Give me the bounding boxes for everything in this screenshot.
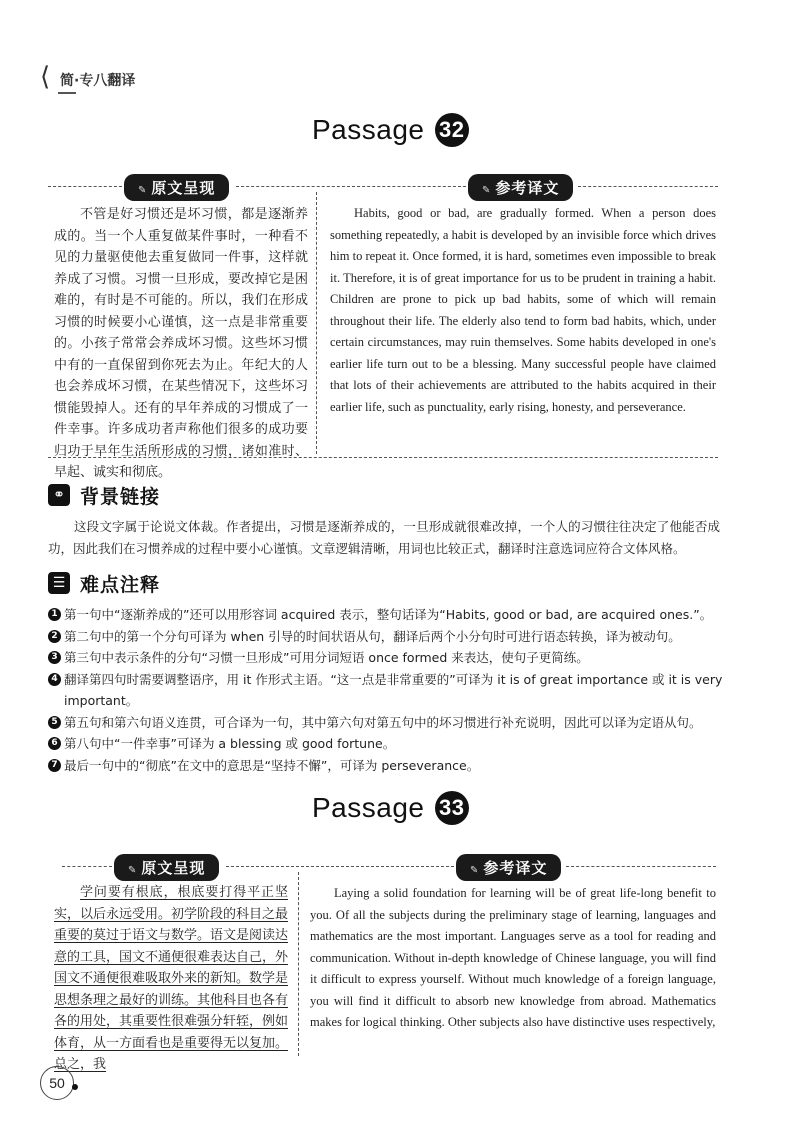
note-text: 最后一句中的“彻底”在文中的意思是“坚持不懈”，可译为 perseverance。 xyxy=(64,757,480,773)
frame-top-right xyxy=(578,186,718,187)
frame-top-middle xyxy=(226,866,454,867)
passage-title-text: Passage xyxy=(312,792,425,823)
note-number: 6 xyxy=(48,737,61,750)
note-item xyxy=(48,647,724,669)
frame-top-right xyxy=(566,866,716,867)
note-number: 7 xyxy=(48,759,61,772)
frame-top-left xyxy=(62,866,112,867)
notes-section-title: 难点注释 xyxy=(80,574,161,596)
original-text-33: 学问要有根底，根底要打得平正坚实，以后永远受用。初学阶段的科目之最重要的莫过于语文与数学。语文是阅读达意的工具，国文不通便很难表达自己，外国文不通便很难吸取外来的新知。数学是思想条理之最好的训练。其他科目也各有各的用处，其重要性很难强分轩轾，例如体育，从一方面看也是重要得无以复加。总之，我 xyxy=(54,885,289,1072)
page-number: 50 xyxy=(40,1066,74,1100)
note-item xyxy=(48,626,724,648)
column-divider xyxy=(298,872,299,1056)
note-text: 翻译第四句时需要调整语序，用 it 作形式主语。“这一点是非常重要的”可译为 it is of great importance 或 it is very important。 xyxy=(64,671,723,708)
passage-33-title xyxy=(312,792,469,827)
header-brace-icon: ⟨ xyxy=(40,62,51,92)
note-text: 第三句中表示条件的分句“习惯一旦形成”可用分词短语 once formed 来表达，使句子更简练。 xyxy=(64,650,589,665)
frame-top-middle xyxy=(236,186,466,187)
note-item xyxy=(48,669,724,712)
note-number: 1 xyxy=(48,608,61,621)
note-number: 4 xyxy=(48,673,61,686)
note-item xyxy=(48,733,724,755)
book-series-label: 简·专八翻译 xyxy=(60,73,136,89)
note-item xyxy=(48,604,724,626)
translation-text-32: Habits, good or bad, are gradually formed. When a person does something repeatedly, a habit is developed by an invisible force which drives him to repeat it. Once formed, it is hard, sometimes even impossible to break it. Therefore, it is of great importance for us to be prudent in training a habit. Children are prone to pick up bad habits, some of which will remain throughout their life. The elderly also tend to form bad habits, which, under certain circumstances, may ruin themselves. Some habits developed in one's earlier life turn out to be a blessing. Many successful people have claimed that lots of their achievements are attributed to the habits acquired in their earlier life, such as punctuality, early rising, honesty, and perseverance. xyxy=(330,206,716,414)
list-icon: ☰ xyxy=(48,572,70,594)
header-underline xyxy=(58,92,76,94)
notes-list xyxy=(48,604,724,776)
note-text: 第二句中的第一个分句可译为 when 引导的时间状语从句，翻译后两个小分句时可进行语态转换，译为被动句。 xyxy=(64,628,681,644)
note-text: 第一句中“逐渐养成的”还可以用形容词 acquired 表示，整句话译为“Habits, good or bad, are acquired ones.”。 xyxy=(64,607,713,622)
passage-title-text: Passage xyxy=(312,114,425,145)
background-text: 这段文字属于论说文体裁。作者提出，习惯是逐渐养成的，一旦形成就很难改掉，一个人的习惯往往决定了他能否成功，因此我们在习惯养成的过程中要小心谨慎。文章逻辑清晰，用词也比较正式，翻译时注意选词应符合文体风格。 xyxy=(48,519,720,556)
note-item xyxy=(48,755,724,777)
reference-translation-tab: ✎ 参考译文 xyxy=(456,854,561,881)
background-section-title: 背景链接 xyxy=(80,486,161,508)
passage-32-title xyxy=(312,114,469,149)
page-dot-icon xyxy=(72,1084,78,1090)
note-number: 5 xyxy=(48,716,61,729)
link-icon: ⚭ xyxy=(48,484,70,506)
translation-text-33: Laying a solid foundation for learning will be of great life-long benefit to you. Of all the subjects during the preliminary stage of learning, languages and mathematics are the most important. Languages serve as a tool for reading and communication. Without in-depth knowledge of Chinese language, you will find it difficult to express yourself. Without much knowledge of a foreign language, you will find it difficult to absorb new knowledge from abroad. Mathematics makes for logical thinking. Other subjects also have distinctive uses respectively, xyxy=(310,886,716,1029)
reference-translation-tab: ✎ 参考译文 xyxy=(468,174,573,201)
passage-number-badge: 32 xyxy=(435,113,469,147)
original-text-32: 不管是好习惯还是坏习惯，都是逐渐养成的。当一个人重复做某件事时，一种看不见的力量驱使他去重复做同一件事，这样就养成了习惯。习惯一旦形成，要改掉它是困难的，有时是不可能的。所以，我们在形成习惯的时候要小心谨慎，这一点是非常重要的。小孩子常常会养成坏习惯。这些坏习惯中有的一直保留到你死去为止。年纪大的人也会养成坏习惯，在某些情况下，这些坏习惯能毁掉人。还有的早年养成的习惯成了一件幸事。许多成功者声称他们很多的成功要归功于早年生活所形成的习惯，诸如准时、早起、诚实和彻底。 xyxy=(54,207,308,480)
frame-top-left xyxy=(48,186,122,187)
column-divider xyxy=(316,192,317,454)
passage-number-badge: 33 xyxy=(435,791,469,825)
original-text-tab: ✎ 原文呈现 xyxy=(114,854,219,881)
note-number: 3 xyxy=(48,651,61,664)
note-text: 第八句中“一件幸事”可译为 a blessing 或 good fortune。 xyxy=(64,736,396,751)
original-text-tab: ✎ 原文呈现 xyxy=(124,174,229,201)
note-text: 第五句和第六句语义连贯，可合译为一句，其中第六句对第五句中的坏习惯进行补充说明，因此可以译为定语从句。 xyxy=(64,714,702,730)
note-number: 2 xyxy=(48,630,61,643)
note-item xyxy=(48,712,724,734)
